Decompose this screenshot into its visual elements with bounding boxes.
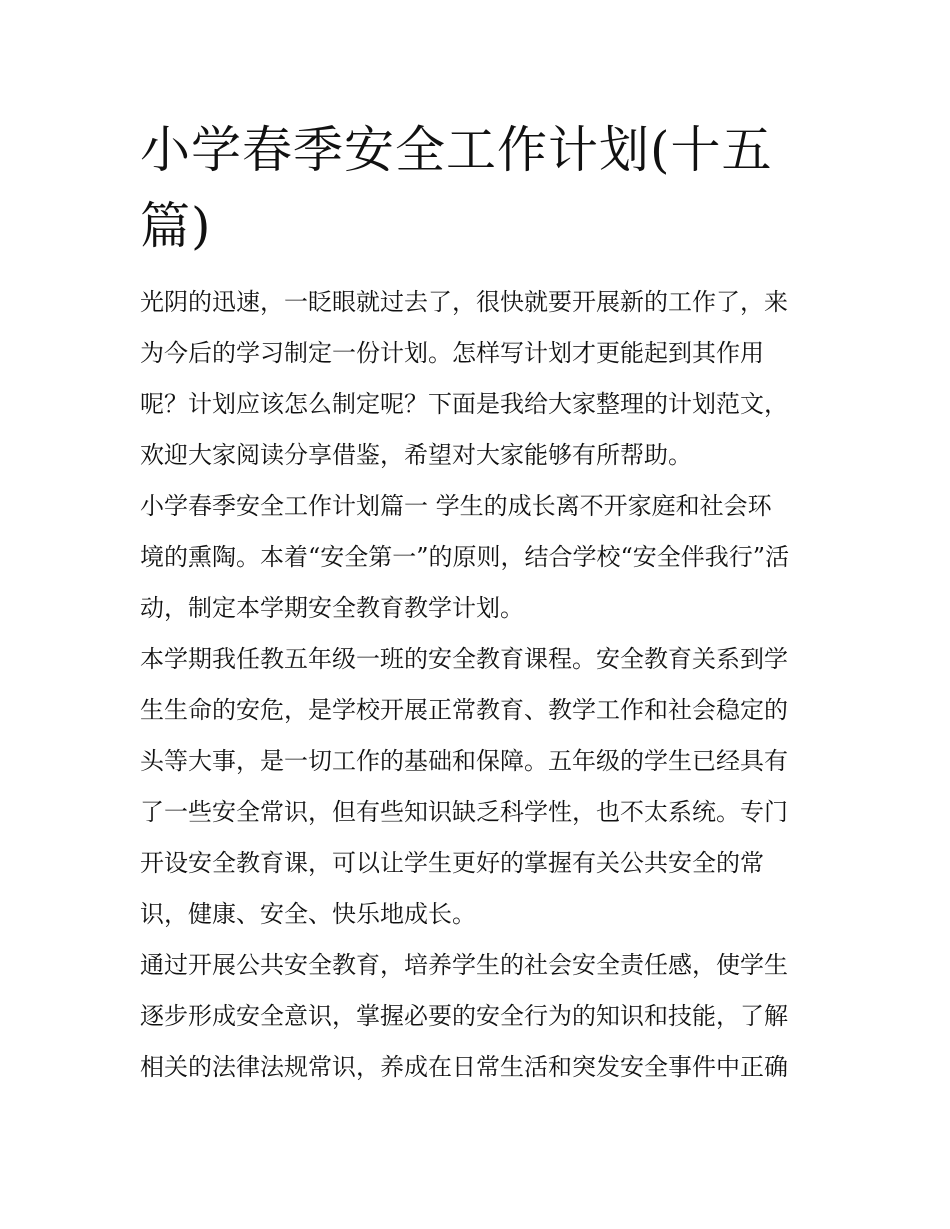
text-line: 本学期我任教五年级一班的安全教育课程。安全教育关系到学 [140, 645, 788, 673]
text-line: 欢迎大家阅读分享借鉴，希望对大家能够有所帮助。 [140, 441, 692, 469]
text-line: 为今后的学习制定一份计划。怎样写计划才更能起到其作用 [140, 339, 764, 367]
paragraph-plan-one [140, 481, 820, 634]
text-line: 动，制定本学期安全教育教学计划。 [140, 594, 524, 622]
text-line: 相关的法律法规常识，养成在日常生活和突发安全事件中正确 [140, 1053, 788, 1081]
text-line: 逐步形成安全意识，掌握必要的安全行为的知识和技能，了解 [140, 1002, 788, 1030]
text-line: 光阴的迅速，一眨眼就过去了，很快就要开展新的工作了，来 [140, 288, 788, 316]
document-body [140, 277, 820, 1093]
text-line: 开设安全教育课，可以让学生更好的掌握有关公共安全的常 [140, 849, 764, 877]
text-line: 识，健康、安全、快乐地成长。 [140, 900, 476, 928]
text-line: 生生命的安危，是学校开展正常教育、教学工作和社会稳定的 [140, 696, 788, 724]
text-line: 头等大事，是一切工作的基础和保障。五年级的学生已经具有 [140, 747, 788, 775]
paragraph-intro [140, 277, 820, 481]
text-line: 境的熏陶。本着“安全第一”的原则，结合学校“安全伴我行”活 [140, 543, 790, 571]
text-line: 呢？计划应该怎么制定呢？下面是我给大家整理的计划范文， [140, 390, 788, 418]
title-line: 篇) [140, 197, 212, 255]
document-title [140, 112, 820, 264]
text-line: 了一些安全常识，但有些知识缺乏科学性，也不太系统。专门 [140, 798, 788, 826]
paragraph-course [140, 634, 820, 940]
text-line: 小学春季安全工作计划篇一 学生的成长离不开家庭和社会环 [140, 492, 772, 520]
title-line: 小学春季安全工作计划(十五 [140, 121, 773, 179]
paragraph-goals [140, 940, 820, 1093]
text-line: 通过开展公共安全教育，培养学生的社会安全责任感，使学生 [140, 951, 788, 979]
